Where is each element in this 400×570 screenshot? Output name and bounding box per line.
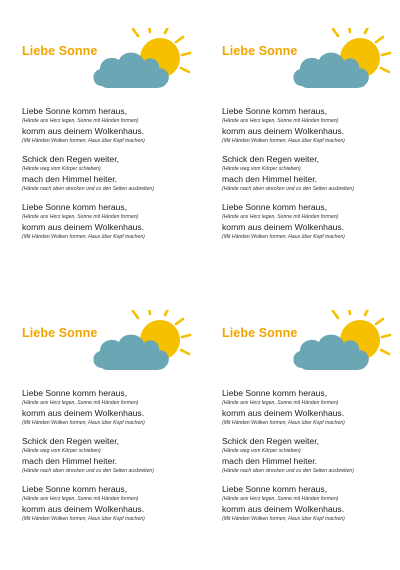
verses: [222, 106, 398, 250]
verses: [22, 388, 198, 532]
gesture-note: (Mit Händen Wolken formen, Haus über Kopf machen): [222, 233, 345, 240]
stanza: [222, 484, 398, 523]
gesture-note: (Hände nach oben strecken und zu den Seiten ausbreiten): [222, 185, 354, 192]
song-card: [222, 28, 398, 288]
verse-line: Schick den Regen weiter,: [22, 436, 119, 446]
gesture-note: (Mit Händen Wolken formen, Haus über Kopf machen): [22, 419, 145, 426]
card-title: Liebe Sonne: [22, 326, 98, 340]
verse-line: Liebe Sonne komm heraus,: [222, 484, 328, 494]
stanza: [222, 154, 398, 193]
verse-line: mach den Himmel heiter.: [222, 455, 318, 466]
stanza: [22, 484, 198, 523]
gesture-note: (Hände nach oben strecken und zu den Seiten ausbreiten): [222, 467, 354, 474]
gesture-note: (Mit Händen Wolken formen, Haus über Kopf machen): [222, 515, 345, 522]
gesture-note: (Mit Händen Wolken formen, Haus über Kopf machen): [22, 137, 145, 144]
stanza: [222, 106, 398, 145]
gesture-note: (Hände ans Herz legen, Sonne mit Händen formen): [22, 496, 139, 502]
verse-line: komm aus deinem Wolkenhaus.: [222, 125, 345, 136]
verse-line: mach den Himmel heiter.: [22, 455, 118, 466]
verse-line: komm aus deinem Wolkenhaus.: [222, 221, 345, 232]
verse-line: Liebe Sonne komm heraus,: [22, 202, 128, 212]
verse-line: Liebe Sonne komm heraus,: [222, 202, 328, 212]
verse-line: mach den Himmel heiter.: [22, 173, 118, 184]
verse-line: Schick den Regen weiter,: [222, 154, 319, 164]
stanza: [22, 154, 198, 193]
verse-line: komm aus deinem Wolkenhaus.: [222, 503, 345, 514]
stanza: [22, 388, 198, 427]
gesture-note: (Hände ans Herz legen, Sonne mit Händen formen): [22, 400, 139, 406]
gesture-note: (Hände nach oben strecken und zu den Seiten ausbreiten): [22, 185, 154, 192]
gesture-note: (Hände ans Herz legen, Sonne mit Händen formen): [22, 214, 139, 220]
card-title: Liebe Sonne: [22, 44, 98, 58]
gesture-note: (Hände ans Herz legen, Sonne mit Händen formen): [222, 496, 339, 502]
stanza: [22, 106, 198, 145]
stanza: [22, 202, 198, 241]
sun-behind-cloud-icon: [88, 28, 198, 98]
verse-line: komm aus deinem Wolkenhaus.: [22, 221, 145, 232]
stanza: [222, 436, 398, 475]
song-card: [222, 310, 398, 570]
verse-line: Liebe Sonne komm heraus,: [222, 388, 328, 398]
card-title: Liebe Sonne: [222, 326, 298, 340]
verse-line: mach den Himmel heiter.: [222, 173, 318, 184]
verse-line: Liebe Sonne komm heraus,: [22, 484, 128, 494]
stanza: [222, 388, 398, 427]
verse-line: komm aus deinem Wolkenhaus.: [22, 125, 145, 136]
card-title: Liebe Sonne: [222, 44, 298, 58]
gesture-note: (Mit Händen Wolken formen, Haus über Kopf machen): [222, 419, 345, 426]
gesture-note: (Hände ans Herz legen, Sonne mit Händen formen): [222, 214, 339, 220]
gesture-note: (Hände ans Herz legen, Sonne mit Händen formen): [22, 118, 139, 124]
verse-line: Schick den Regen weiter,: [22, 154, 119, 164]
sun-behind-cloud-icon: [288, 310, 398, 380]
gesture-note: (Mit Händen Wolken formen, Haus über Kopf machen): [222, 137, 345, 144]
sun-behind-cloud-icon: [288, 28, 398, 98]
gesture-note: (Hände ans Herz legen, Sonne mit Händen formen): [222, 400, 339, 406]
stanza: [222, 202, 398, 241]
gesture-note: (Hände weg vom Körper schieben): [22, 166, 101, 172]
gesture-note: (Mit Händen Wolken formen, Haus über Kopf machen): [22, 515, 145, 522]
song-card: [22, 310, 198, 570]
verse-line: Liebe Sonne komm heraus,: [222, 106, 328, 116]
gesture-note: (Hände nach oben strecken und zu den Seiten ausbreiten): [22, 467, 154, 474]
gesture-note: (Hände weg vom Körper schieben): [22, 448, 101, 454]
verse-line: komm aus deinem Wolkenhaus.: [222, 407, 345, 418]
stanza: [22, 436, 198, 475]
verse-line: komm aus deinem Wolkenhaus.: [22, 503, 145, 514]
verse-line: Schick den Regen weiter,: [222, 436, 319, 446]
gesture-note: (Hände weg vom Körper schieben): [222, 448, 301, 454]
gesture-note: (Mit Händen Wolken formen, Haus über Kopf machen): [22, 233, 145, 240]
gesture-note: (Hände ans Herz legen, Sonne mit Händen formen): [222, 118, 339, 124]
verse-line: Liebe Sonne komm heraus,: [22, 388, 128, 398]
sun-behind-cloud-icon: [88, 310, 198, 380]
song-card: [22, 28, 198, 288]
verse-line: Liebe Sonne komm heraus,: [22, 106, 128, 116]
verse-line: komm aus deinem Wolkenhaus.: [22, 407, 145, 418]
verses: [222, 388, 398, 532]
verses: [22, 106, 198, 250]
gesture-note: (Hände weg vom Körper schieben): [222, 166, 301, 172]
